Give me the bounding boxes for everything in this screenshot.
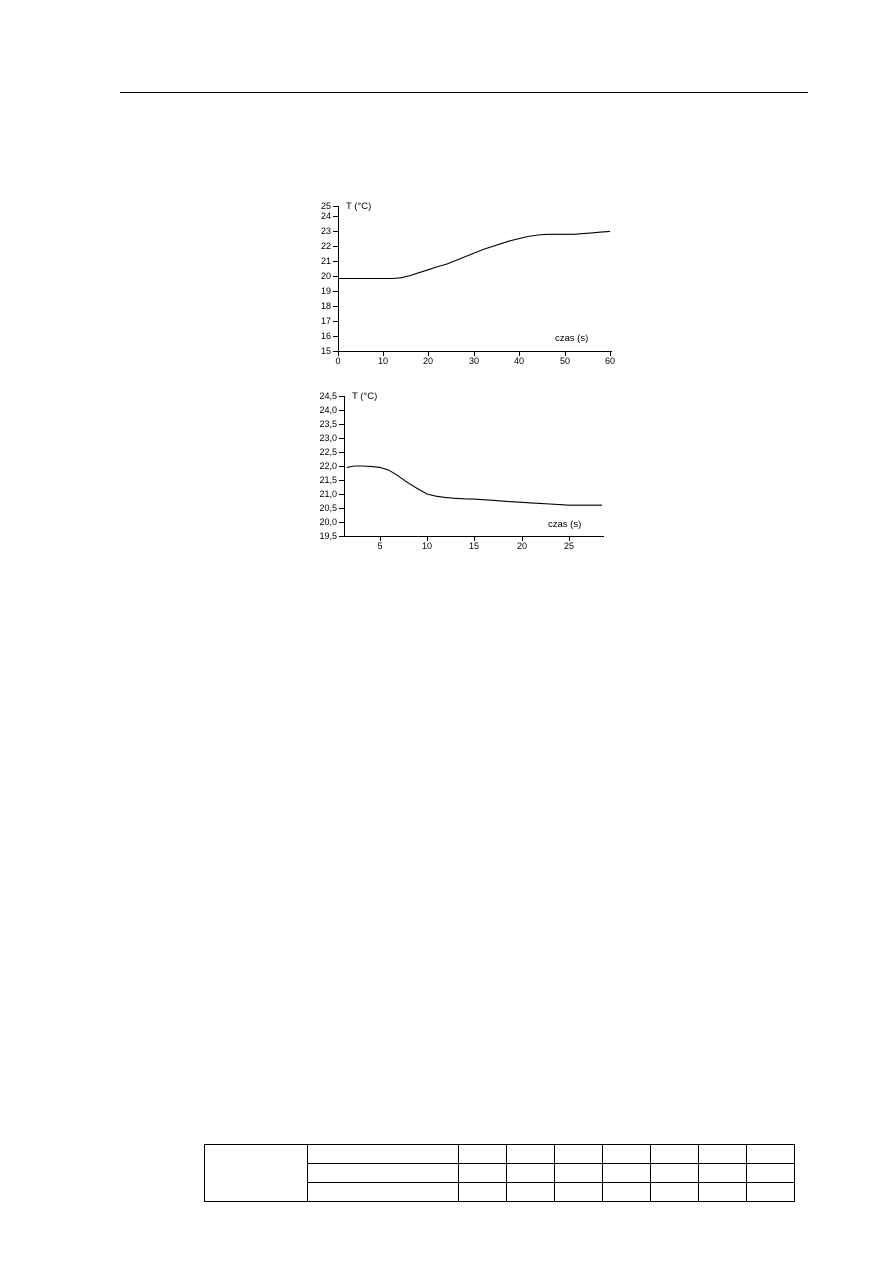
x-axis-title: czas (s) [555, 333, 589, 344]
y-axis-title: T (°C) [346, 201, 372, 212]
y-tick-label: 23,0 [319, 433, 337, 443]
header-divider [120, 92, 808, 93]
table-cell-value[interactable] [459, 1145, 507, 1164]
table-cell-value[interactable] [699, 1164, 747, 1183]
table-cell-value[interactable] [651, 1164, 699, 1183]
y-tick-label: 23 [320, 226, 331, 236]
x-tick-label: 25 [563, 541, 574, 551]
x-tick-label: 40 [513, 356, 524, 366]
y-axis-title: T (°C) [352, 391, 378, 402]
x-axis-title: czas (s) [548, 519, 582, 530]
x-tick-label: 20 [422, 356, 433, 366]
table-cell-value[interactable] [699, 1183, 747, 1202]
table-cell-value[interactable] [747, 1145, 795, 1164]
table-cell-value[interactable] [507, 1164, 555, 1183]
y-tick-label: 21 [320, 256, 331, 266]
y-tick-label: 19 [320, 286, 331, 296]
y-tick-label: 17 [320, 316, 331, 326]
table-cell-value[interactable] [699, 1145, 747, 1164]
y-tick-label: 25 [320, 201, 331, 211]
table-cell-value[interactable] [603, 1145, 651, 1164]
data-table [204, 1144, 795, 1202]
y-tick-label: 20,0 [319, 517, 337, 527]
table-cell-label[interactable] [205, 1145, 308, 1202]
chart-cooling [300, 388, 630, 551]
y-tick-label: 21,0 [319, 489, 337, 499]
x-tick-label: 20 [516, 541, 527, 551]
y-tick-label: 16 [320, 331, 331, 341]
y-tick-label: 21,5 [319, 475, 337, 485]
table-cell-value[interactable] [555, 1145, 603, 1164]
table-cell-value[interactable] [507, 1145, 555, 1164]
table-cell-name[interactable] [308, 1145, 459, 1164]
chart-heating [300, 198, 630, 366]
table-cell-value[interactable] [555, 1164, 603, 1183]
chart-cooling-series [300, 388, 630, 548]
x-tick-label: 0 [335, 356, 341, 366]
x-tick-label: 15 [468, 541, 479, 551]
y-tick-label: 24,0 [319, 405, 337, 415]
table-cell-name[interactable] [308, 1183, 459, 1202]
table-cell-value[interactable] [555, 1183, 603, 1202]
table-cell-value[interactable] [459, 1164, 507, 1183]
y-tick-label: 19,5 [319, 531, 337, 541]
y-tick-label: 22 [320, 241, 331, 251]
chart-heating-series [300, 198, 630, 363]
table-cell-value[interactable] [747, 1183, 795, 1202]
data-table-container [204, 1144, 737, 1202]
table-row [205, 1145, 795, 1164]
x-tick-label: 10 [421, 541, 432, 551]
y-tick-label: 15 [320, 346, 331, 356]
y-tick-label: 18 [320, 301, 331, 311]
x-tick-label: 60 [604, 356, 615, 366]
y-tick-label: 24,5 [319, 391, 337, 401]
y-tick-label: 22,5 [319, 447, 337, 457]
x-tick-label: 5 [377, 541, 383, 551]
table-cell-value[interactable] [459, 1183, 507, 1202]
y-tick-label: 24 [320, 211, 331, 221]
y-tick-label: 22,0 [319, 461, 337, 471]
table-cell-value[interactable] [747, 1164, 795, 1183]
table-cell-name[interactable] [308, 1164, 459, 1183]
x-tick-label: 50 [559, 356, 570, 366]
y-tick-label: 20,5 [319, 503, 337, 513]
x-tick-label: 30 [468, 356, 479, 366]
table-cell-value[interactable] [651, 1145, 699, 1164]
table-cell-value[interactable] [603, 1183, 651, 1202]
table-cell-value[interactable] [507, 1183, 555, 1202]
y-tick-label: 23,5 [319, 419, 337, 429]
table-cell-value[interactable] [651, 1183, 699, 1202]
y-tick-label: 20 [320, 271, 331, 281]
x-tick-label: 10 [377, 356, 388, 366]
table-cell-value[interactable] [603, 1164, 651, 1183]
